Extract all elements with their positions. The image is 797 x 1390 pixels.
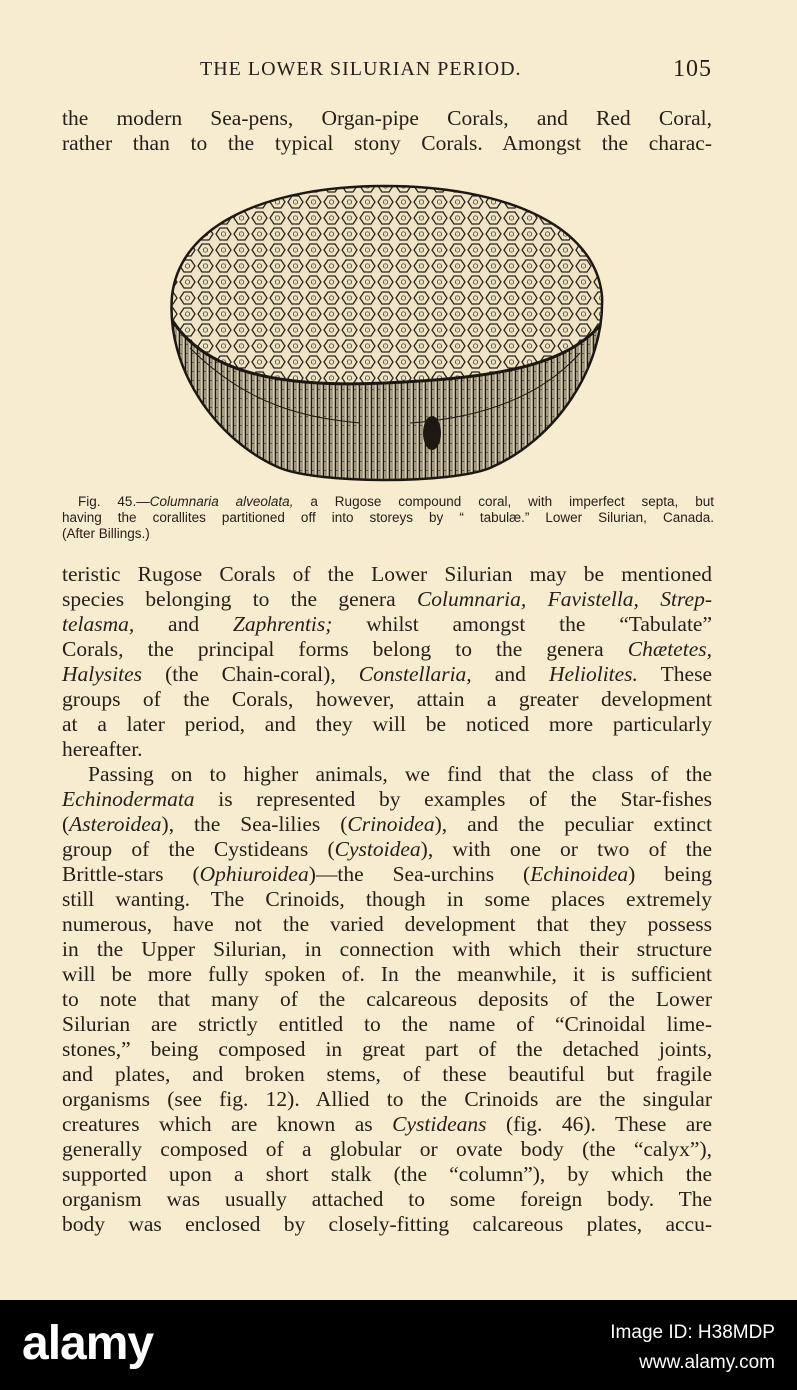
text-line: body was enclosed by closely-fitting calcareous plates, accu- bbox=[62, 1212, 712, 1236]
text-line: numerous, have not the varied development that they possess bbox=[62, 912, 712, 936]
watermark-url: www.alamy.com bbox=[639, 1352, 775, 1373]
figure-label: Fig. 45.— bbox=[78, 494, 150, 509]
text-line: groups of the Corals, however, attain a greater development bbox=[62, 687, 712, 711]
text-line: in the Upper Silurian, in connection with which their structure bbox=[62, 937, 712, 961]
text-line: Corals, the principal forms belong to the genera Chætetes, bbox=[62, 637, 712, 661]
running-title: THE LOWER SILURIAN PERIOD. bbox=[200, 58, 522, 80]
text-line: still wanting. The Crinoids, though in some places extremely bbox=[62, 887, 712, 911]
text-line: Passing on to higher animals, we find that the class of the bbox=[88, 762, 712, 786]
text-line: at a later period, and they will be noticed more particularly bbox=[62, 712, 712, 736]
text-line: the modern Sea-pens, Organ-pipe Corals, and Red Coral, bbox=[62, 106, 712, 130]
text-line: species belonging to the genera Columnaria, Favistella, Strep- bbox=[62, 587, 713, 611]
opening-text bbox=[62, 106, 712, 156]
text-line: and plates, and broken stems, of these beautiful but fragile bbox=[62, 1062, 712, 1086]
watermark-image-id: Image ID: H38MDP bbox=[610, 1322, 775, 1343]
figure-caption bbox=[62, 494, 714, 542]
text-line: Halysites (the Chain-coral), Constellaria, and Heliolites. These bbox=[62, 662, 712, 686]
text-line: telasma, and Zaphrentis; whilst amongst the “Tabulate” bbox=[62, 612, 713, 636]
text-line: to note that many of the calcareous deposits of the Lower bbox=[62, 987, 712, 1011]
text-line: Silurian are strictly entitled to the name of “Crinoidal lime- bbox=[62, 1012, 712, 1036]
text-line: creatures which are known as Cystideans (fig. 46). These are bbox=[62, 1112, 712, 1136]
text-line: hereafter. bbox=[62, 737, 143, 761]
text-line: Brittle-stars (Ophiuroidea)—the Sea-urchins (Echinoidea) being bbox=[62, 862, 712, 886]
watermark-logo: alamy bbox=[22, 1317, 154, 1370]
text-line: supported upon a short stalk (the “column”), by which the bbox=[62, 1162, 712, 1186]
text-line: will be more fully spoken of. In the meanwhile, it is sufficient bbox=[62, 962, 712, 986]
caption-line: (After Billings.) bbox=[62, 526, 150, 541]
fracture-hollow bbox=[423, 416, 441, 450]
text-line: stones,” being composed in great part of the detached joints, bbox=[62, 1037, 712, 1061]
caption-line: having the corallites partitioned off into storeys by “ tabulæ.” Lower Silurian, Canada. bbox=[62, 510, 714, 525]
page-number: 105 bbox=[673, 56, 712, 82]
text-line: group of the Cystideans (Cystoidea), with one or two of the bbox=[62, 837, 712, 861]
text-line: organism was usually attached to some foreign body. The bbox=[62, 1187, 712, 1211]
running-head bbox=[62, 56, 712, 86]
taxon-name: Columnaria alveolata, bbox=[149, 494, 294, 509]
body-text bbox=[62, 562, 712, 1237]
text-line: organisms (see fig. 12). Allied to the Crinoids are the singular bbox=[62, 1087, 712, 1111]
coral-figure bbox=[160, 178, 610, 488]
caption-line: Fig. 45.—Columnaria alveolata, a Rugose compound coral, with imperfect septa, but bbox=[78, 494, 714, 509]
calice-surface bbox=[168, 178, 606, 384]
text-line: Echinodermata is represented by examples of the Star-fishes bbox=[62, 787, 712, 811]
text-line: rather than to the typical stony Corals. Amongst the charac- bbox=[62, 131, 712, 155]
watermark-banner bbox=[0, 1300, 797, 1390]
text-line: (Asteroidea), the Sea-lilies (Crinoidea), and the peculiar extinct bbox=[62, 812, 712, 836]
text-line: generally composed of a globular or ovate body (the “calyx”), bbox=[62, 1137, 712, 1161]
text-line: teristic Rugose Corals of the Lower Silurian may be mentioned bbox=[62, 562, 712, 586]
